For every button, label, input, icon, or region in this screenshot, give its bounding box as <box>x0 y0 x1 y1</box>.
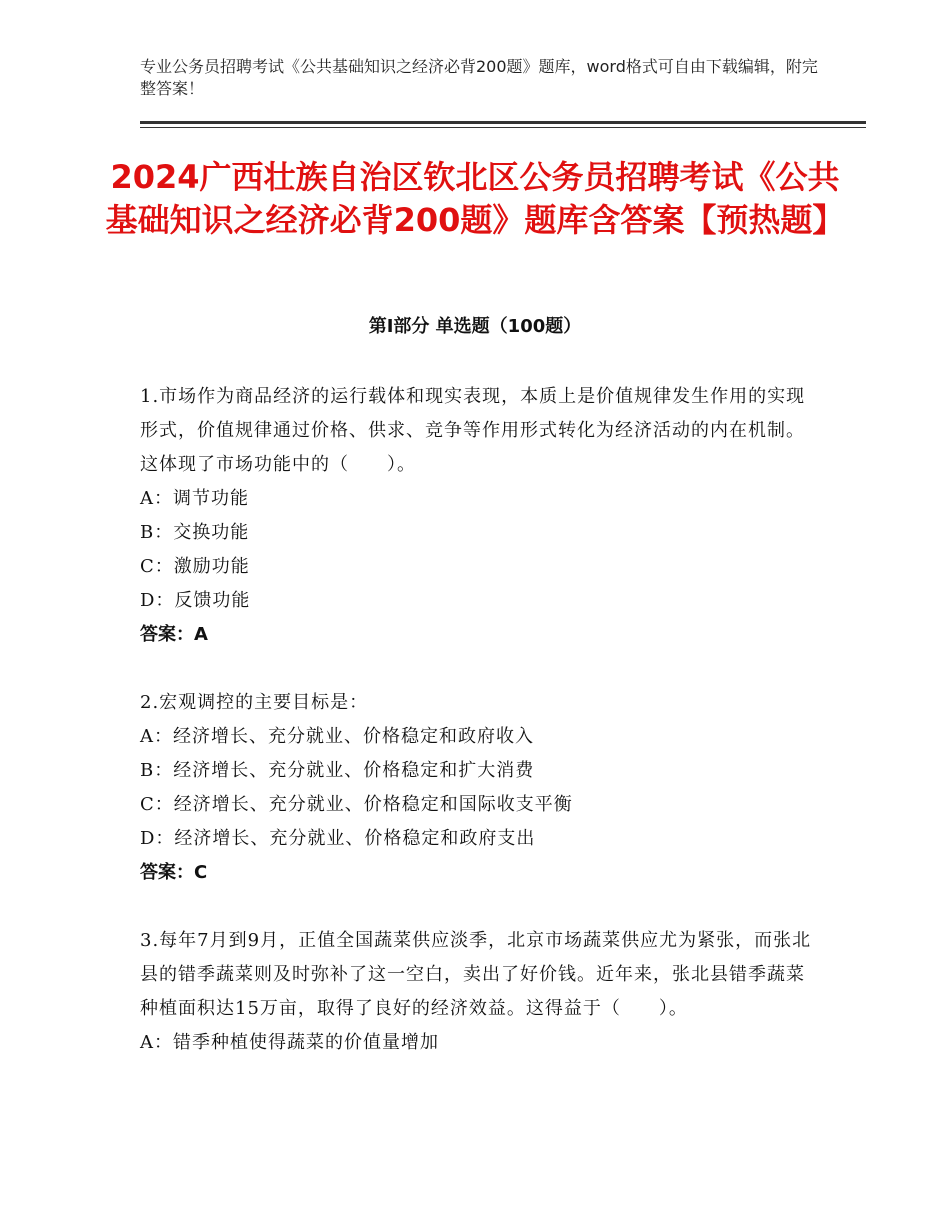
question-1 <box>140 380 820 652</box>
option-c: C：经济增长、充分就业、价格稳定和国际收支平衡 <box>140 794 573 815</box>
header-rule-thin <box>140 127 866 128</box>
document-title: 2024广西壮族自治区钦北区公务员招聘考试《公共基础知识之经济必背200题》题库含答案【预热题】 <box>105 158 845 239</box>
option-d: D：经济增长、充分就业、价格稳定和政府支出 <box>140 828 536 849</box>
option-a: A：调节功能 <box>140 488 249 509</box>
option-b: B：经济增长、充分就业、价格稳定和扩大消费 <box>140 760 535 781</box>
question-stem: 2.宏观调控的主要目标是： <box>140 692 369 713</box>
question-stem: 3.每年7月到9月，正值全国蔬菜供应淡季，北京市场蔬菜供应尤为紧张，而张北县的错季蔬菜则及时弥补了这一空白，卖出了好价钱。近年来，张北县错季蔬菜种植面积达15万亩，取得了良好的经济效益。这得益于（ ）。 <box>140 930 812 1019</box>
option-c: C：激励功能 <box>140 556 250 577</box>
question-2 <box>140 686 820 890</box>
answer: 答案：A <box>140 624 208 645</box>
question-stem: 1.市场作为商品经济的运行载体和现实表现，本质上是价值规律发生作用的实现形式，价值规律通过价格、供求、竞争等作用形式转化为经济活动的内在机制。这体现了市场功能中的（ ）。 <box>140 386 806 475</box>
question-3 <box>140 924 820 1060</box>
option-a: A：错季种植使得蔬菜的价值量增加 <box>140 1032 439 1053</box>
option-a: A：经济增长、充分就业、价格稳定和政府收入 <box>140 726 534 747</box>
header-note: 专业公务员招聘考试《公共基础知识之经济必背200题》题库，word格式可自由下载编辑，附完整答案！ <box>140 57 818 98</box>
question-list <box>140 380 820 1094</box>
option-b: B：交换功能 <box>140 522 250 543</box>
answer: 答案：C <box>140 862 208 883</box>
option-d: D：反馈功能 <box>140 590 251 611</box>
section-heading: 第Ⅰ部分 单选题（100题） <box>368 316 582 337</box>
header-rule-thick <box>140 121 866 124</box>
